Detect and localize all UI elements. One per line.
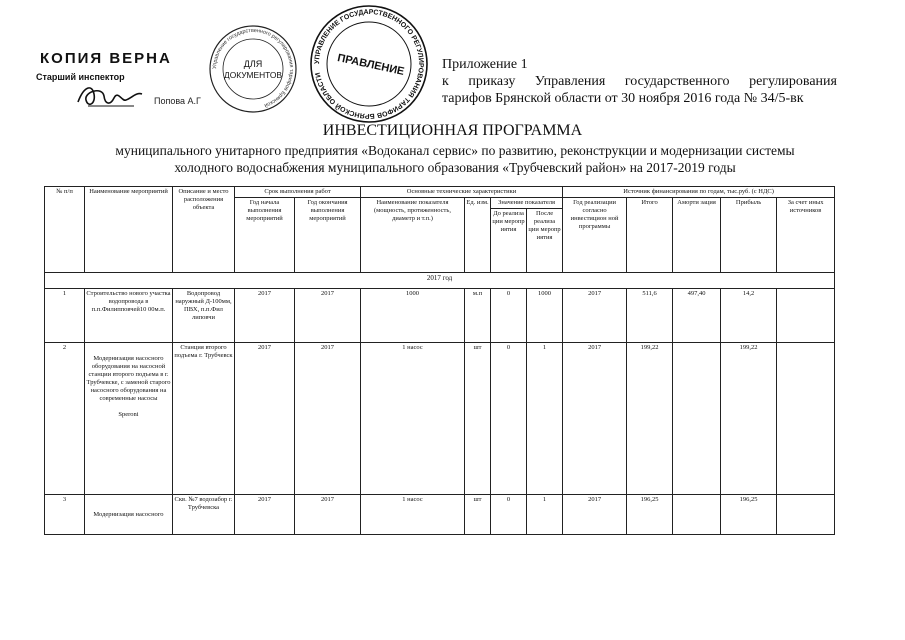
row-desc: Скв. №7 водозабор г. Трубчевска bbox=[173, 495, 235, 535]
row-unit: м.п bbox=[465, 289, 491, 343]
row-other bbox=[777, 289, 835, 343]
row-tech: 1000 bbox=[361, 289, 465, 343]
header-term-start: Год начала выполнения мероприятий bbox=[235, 198, 295, 273]
official-round-seal-icon bbox=[308, 4, 430, 124]
row-amortization: 497,40 bbox=[673, 289, 721, 343]
row-unit: шт bbox=[465, 495, 491, 535]
header-other-sources: За счет иных источников bbox=[777, 198, 835, 273]
header-value: Значение показателя bbox=[491, 198, 563, 209]
row-before: 0 bbox=[491, 289, 527, 343]
row-before: 0 bbox=[491, 495, 527, 535]
signature-icon bbox=[74, 80, 144, 112]
row-year: 2017 bbox=[563, 343, 627, 495]
header-unit: Ед. изм. bbox=[465, 198, 491, 273]
row-amortization bbox=[673, 495, 721, 535]
header-desc: Описание и место расположения объекта bbox=[173, 187, 235, 273]
svg-text:ДЛЯ: ДЛЯ bbox=[243, 59, 263, 69]
copy-stamp-role: Старший инспектор bbox=[36, 72, 125, 82]
row-other bbox=[777, 343, 835, 495]
row-other bbox=[777, 495, 835, 535]
row-total: 199,22 bbox=[627, 343, 673, 495]
row-end: 2017 bbox=[295, 289, 361, 343]
row-profit: 14,2 bbox=[721, 289, 777, 343]
header-before: До реализа ции меропр иятия bbox=[491, 209, 527, 273]
row-num: 1 bbox=[45, 289, 85, 343]
header-num: № п/п bbox=[45, 187, 85, 273]
row-name: Модернизация насосного bbox=[85, 495, 173, 535]
table-header-row bbox=[45, 187, 835, 198]
row-desc: Водопровод наружный Д-100мм, ПВХ, п.п.Фил липовчи bbox=[173, 289, 235, 343]
row-desc: Станция второго подъема г. Трубчевск bbox=[173, 343, 235, 495]
svg-text:УПРАВЛЕНИЕ ГОСУДАРСТВЕННОГО РЕ: УПРАВЛЕНИЕ ГОСУДАРСТВЕННОГО РЕГУЛИРОВАНИЯ ТАРИФОВ БРЯНСКОЙ ОБЛАСТИ bbox=[313, 8, 425, 120]
appendix-line-1: Приложение 1 bbox=[442, 57, 528, 72]
copy-stamp-name: Попова А.Г bbox=[154, 96, 201, 106]
row-unit: шт bbox=[465, 343, 491, 495]
row-total: 511,6 bbox=[627, 289, 673, 343]
row-name-note: Speroni bbox=[118, 411, 139, 418]
row-name-cell bbox=[85, 343, 173, 495]
for-documents-seal-icon bbox=[208, 24, 298, 114]
appendix-header bbox=[442, 56, 837, 107]
row-start: 2017 bbox=[235, 343, 295, 495]
header-financing: Источник финансирования по годам, тыс.руб. (с НДС) bbox=[563, 187, 835, 198]
appendix-line-3: тарифов Брянской области от 30 ноября 2016 года № 34/5-вк bbox=[442, 91, 804, 106]
header-name: Наименование мероприятий bbox=[85, 187, 173, 273]
year-group-row bbox=[45, 273, 835, 289]
row-num: 2 bbox=[45, 343, 85, 495]
row-total: 196,25 bbox=[627, 495, 673, 535]
row-start: 2017 bbox=[235, 495, 295, 535]
row-name: Строительство нового участка водопровода в п.п.Филипповчей10 00м.п. bbox=[85, 289, 173, 343]
appendix-line-2: к приказу Управления государственного регулирования bbox=[442, 74, 837, 89]
row-after: 1 bbox=[527, 343, 563, 495]
row-start: 2017 bbox=[235, 289, 295, 343]
header-tech-name: Наименование показателя (мощность, протяженность, диаметр и т.п.) bbox=[361, 198, 465, 273]
header-total: Итого bbox=[627, 198, 673, 273]
row-year: 2017 bbox=[563, 289, 627, 343]
row-tech: 1 насос bbox=[361, 343, 465, 495]
row-tech: 1 насос bbox=[361, 495, 465, 535]
header-amortization: Аморти зация bbox=[673, 198, 721, 273]
header-profit: Прибыль bbox=[721, 198, 777, 273]
header-fin-year: Год реализации согласно инвестицион ной программы bbox=[563, 198, 627, 273]
document-title: ИНВЕСТИЦИОННАЯ ПРОГРАММА bbox=[322, 122, 583, 139]
document-subtitle: муниципального унитарного предприятия «Водоканал сервис» по развитию, реконструкции и модернизации системы холодного водоснабжения муниципального образования «Трубчевский район» на 2017-2019 годы bbox=[115, 143, 795, 175]
table-row bbox=[45, 343, 835, 495]
investment-program-table bbox=[44, 186, 835, 535]
header-tech: Основные технические характеристики bbox=[361, 187, 563, 198]
row-year: 2017 bbox=[563, 495, 627, 535]
row-profit: 196,25 bbox=[721, 495, 777, 535]
svg-text:ДОКУМЕНТОВ: ДОКУМЕНТОВ bbox=[224, 70, 282, 80]
table-row bbox=[45, 289, 835, 343]
svg-text:ПРАВЛЕНИЕ: ПРАВЛЕНИЕ bbox=[336, 52, 406, 78]
row-num: 3 bbox=[45, 495, 85, 535]
row-profit: 199,22 bbox=[721, 343, 777, 495]
row-before: 0 bbox=[491, 343, 527, 495]
row-after: 1 bbox=[527, 495, 563, 535]
row-amortization bbox=[673, 343, 721, 495]
header-after: После реализа ции меропр иятия bbox=[527, 209, 563, 273]
svg-text:Управление государственного ре: Управление государственного регулирования тарифов Брянской bbox=[211, 27, 295, 109]
table-row bbox=[45, 495, 835, 535]
header-term-end: Год окончания выполнения мероприятий bbox=[295, 198, 361, 273]
copy-stamp-title: КОПИЯ ВЕРНА bbox=[40, 50, 172, 67]
row-end: 2017 bbox=[295, 343, 361, 495]
year-label: 2017 год bbox=[45, 273, 835, 289]
row-end: 2017 bbox=[295, 495, 361, 535]
row-name: Модернизация насосного оборудования на насосной станции второго подъема в г. Трубчевске, с заменой старого насосного оборудования на современные насосы bbox=[86, 355, 171, 402]
row-after: 1000 bbox=[527, 289, 563, 343]
copy-certified-stamp bbox=[32, 46, 207, 116]
header-term: Срок выполнения работ bbox=[235, 187, 361, 198]
